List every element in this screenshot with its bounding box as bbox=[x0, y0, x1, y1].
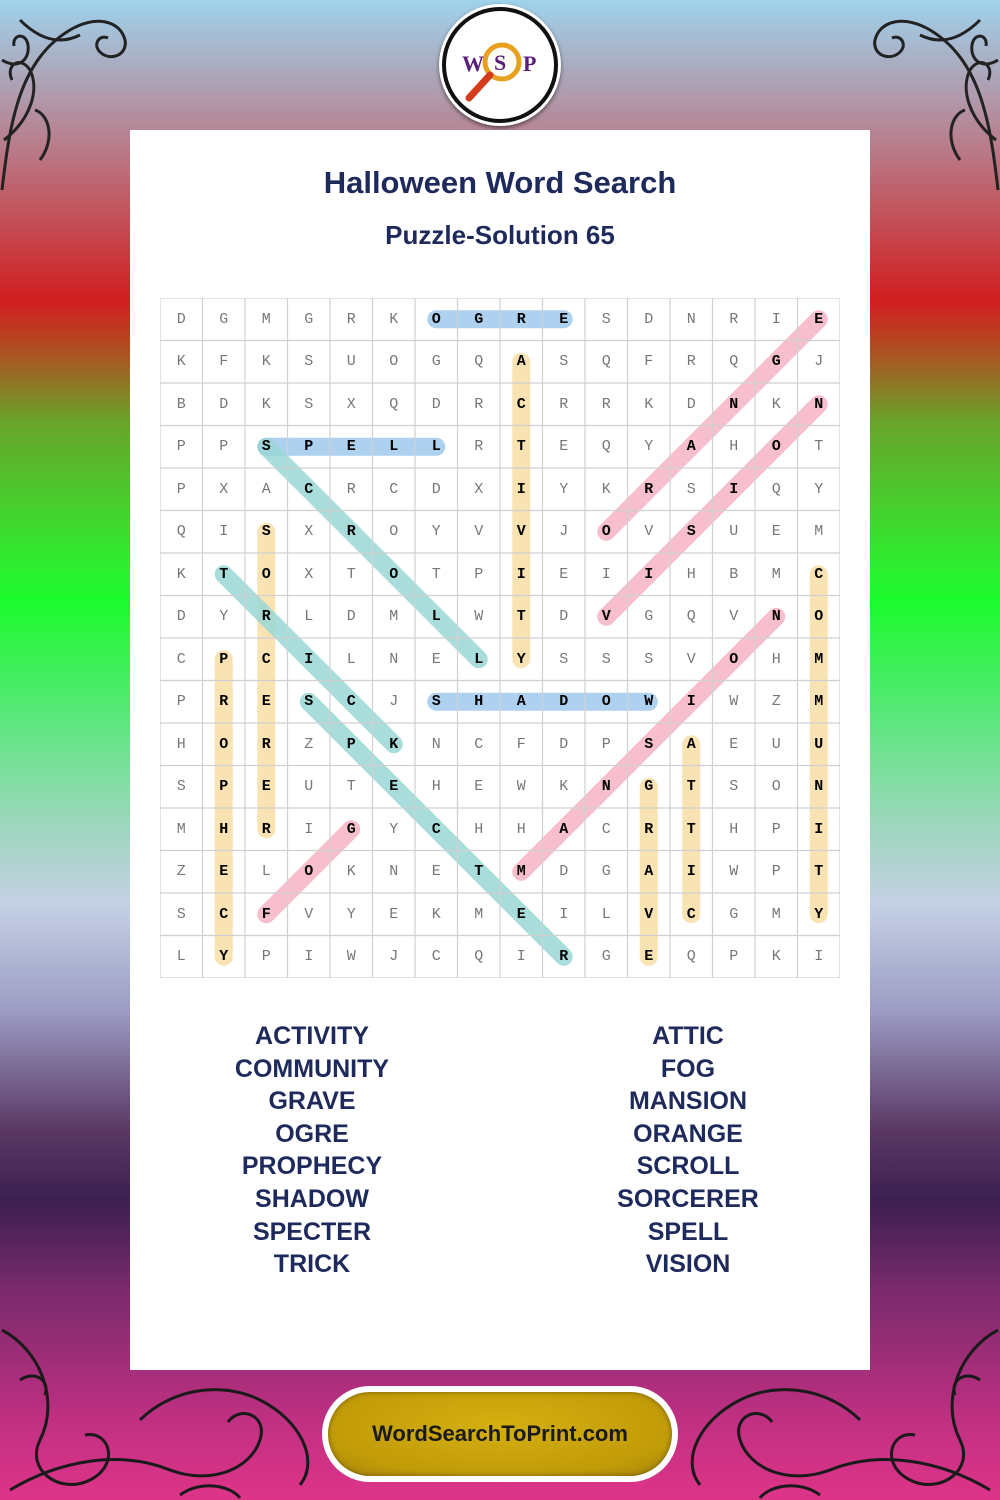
grid-cell[interactable]: P bbox=[729, 948, 739, 966]
grid-cell[interactable]: S bbox=[559, 353, 569, 371]
grid-cell[interactable]: S bbox=[431, 693, 441, 711]
grid-cell[interactable]: M bbox=[516, 863, 526, 881]
grid-cell[interactable]: R bbox=[346, 523, 356, 541]
grid-cell[interactable]: P bbox=[176, 480, 186, 498]
grid-cell[interactable]: Y bbox=[559, 480, 569, 498]
grid-cell[interactable]: K bbox=[261, 395, 271, 413]
grid-cell[interactable]: Q bbox=[686, 948, 696, 966]
grid-cell[interactable]: N bbox=[771, 608, 781, 626]
grid-cell[interactable]: S bbox=[601, 650, 611, 668]
grid-cell[interactable]: L bbox=[389, 438, 399, 456]
grid-cell[interactable]: S bbox=[304, 353, 314, 371]
grid-cell[interactable]: D bbox=[431, 395, 441, 413]
grid-cell[interactable]: H bbox=[474, 693, 484, 711]
grid-cell[interactable]: Y bbox=[346, 905, 356, 923]
grid-cell[interactable]: Z bbox=[771, 693, 781, 711]
grid-cell[interactable]: S bbox=[644, 650, 654, 668]
grid-cell[interactable]: V bbox=[729, 608, 739, 626]
grid-cell[interactable]: H bbox=[474, 820, 484, 838]
grid-cell[interactable]: T bbox=[431, 565, 441, 583]
site-link-label: WordSearchToPrint.com bbox=[328, 1392, 672, 1476]
grid-cell[interactable]: D bbox=[346, 608, 356, 626]
corner-flourish-top-left bbox=[0, 0, 130, 200]
grid-cell[interactable]: D bbox=[431, 480, 441, 498]
grid-cell[interactable]: F bbox=[644, 353, 654, 371]
logo-letter-p: P bbox=[523, 51, 537, 76]
grid-cell[interactable]: A bbox=[261, 480, 271, 498]
grid-cell[interactable]: M bbox=[771, 565, 781, 583]
grid-cell[interactable]: I bbox=[771, 310, 781, 328]
grid-cell[interactable]: I bbox=[304, 948, 314, 966]
word-list-item: VISION bbox=[645, 1250, 731, 1279]
grid-cell[interactable]: P bbox=[771, 863, 781, 881]
word-list-item: OGRE bbox=[275, 1119, 349, 1148]
word-list-item: ATTIC bbox=[652, 1022, 724, 1050]
grid-cell[interactable]: C bbox=[686, 905, 696, 923]
grid-cell[interactable]: C bbox=[431, 820, 441, 838]
grid-cell[interactable]: O bbox=[601, 523, 611, 541]
site-link-button[interactable] bbox=[322, 1386, 678, 1482]
grid-cell[interactable]: K bbox=[346, 863, 356, 881]
grid-cell[interactable]: R bbox=[601, 395, 611, 413]
grid-cell[interactable]: P bbox=[474, 565, 484, 583]
grid-cell[interactable]: T bbox=[686, 778, 696, 796]
grid-cell[interactable]: C bbox=[346, 693, 356, 711]
grid-cell[interactable]: L bbox=[474, 650, 484, 668]
grid-cell[interactable]: N bbox=[814, 778, 824, 796]
grid-cell[interactable]: N bbox=[389, 650, 399, 668]
corner-flourish-top-right bbox=[870, 0, 1000, 200]
grid-cell[interactable]: D bbox=[559, 863, 569, 881]
grid-cell[interactable]: E bbox=[431, 863, 441, 881]
grid-cell[interactable]: M bbox=[771, 905, 781, 923]
grid-cell[interactable]: E bbox=[474, 778, 484, 796]
grid-cell[interactable]: E bbox=[261, 778, 271, 796]
grid-cell[interactable]: E bbox=[219, 863, 229, 881]
grid-cell[interactable]: P bbox=[219, 438, 229, 456]
grid-cell[interactable]: A bbox=[516, 693, 526, 711]
grid-cell[interactable]: U bbox=[346, 353, 356, 371]
grid-cell[interactable]: O bbox=[601, 693, 611, 711]
grid-cell[interactable]: Q bbox=[771, 480, 781, 498]
word-list-item: PROPHECY bbox=[241, 1152, 383, 1181]
grid-cell[interactable]: M bbox=[814, 650, 824, 668]
grid-cell[interactable]: I bbox=[516, 480, 526, 498]
grid-cell[interactable]: I bbox=[644, 565, 654, 583]
grid-cell[interactable]: T bbox=[814, 438, 824, 456]
grid-cell[interactable]: M bbox=[176, 820, 186, 838]
grid-cell[interactable]: S bbox=[644, 735, 654, 753]
grid-cell[interactable]: P bbox=[346, 735, 356, 753]
grid-cell[interactable]: R bbox=[261, 608, 271, 626]
grid-cell[interactable]: U bbox=[729, 523, 739, 541]
grid-cell[interactable]: A bbox=[644, 863, 654, 881]
grid-cell[interactable]: L bbox=[431, 438, 441, 456]
page-subtitle: Puzzle-Solution 65 bbox=[385, 220, 615, 250]
grid-cell[interactable]: E bbox=[346, 438, 356, 456]
grid-cell[interactable]: S bbox=[304, 395, 314, 413]
grid-cell[interactable]: H bbox=[729, 820, 739, 838]
page-title: Halloween Word Search bbox=[323, 165, 677, 200]
grid-cell[interactable]: E bbox=[729, 735, 739, 753]
grid-cell[interactable]: G bbox=[474, 310, 484, 328]
grid-cell[interactable]: R bbox=[474, 438, 484, 456]
grid-cell[interactable]: Q bbox=[474, 353, 484, 371]
grid-cell[interactable]: K bbox=[601, 480, 611, 498]
grid-cell[interactable]: I bbox=[516, 565, 526, 583]
grid-cell[interactable]: S bbox=[559, 650, 569, 668]
grid-cell[interactable]: A bbox=[686, 735, 696, 753]
grid-cell[interactable]: O bbox=[729, 650, 739, 668]
grid-cell[interactable]: R bbox=[516, 310, 526, 328]
grid-cell[interactable]: H bbox=[686, 565, 696, 583]
grid-cell[interactable]: V bbox=[304, 905, 314, 923]
grid-cell[interactable]: T bbox=[474, 863, 484, 881]
grid-cell[interactable]: G bbox=[346, 820, 356, 838]
grid-cell[interactable]: E bbox=[431, 650, 441, 668]
grid-cell[interactable]: E bbox=[559, 310, 569, 328]
grid-cell[interactable]: E bbox=[559, 565, 569, 583]
grid-cell[interactable]: Q bbox=[601, 438, 611, 456]
grid-cell[interactable]: T bbox=[219, 565, 229, 583]
grid-cell[interactable]: O bbox=[304, 863, 314, 881]
grid-cell[interactable]: S bbox=[729, 778, 739, 796]
word-list-item: SPELL bbox=[647, 1217, 729, 1246]
grid-cell[interactable]: K bbox=[389, 310, 399, 328]
grid-cell[interactable]: C bbox=[219, 905, 229, 923]
grid-cell[interactable]: S bbox=[176, 905, 186, 923]
grid-cell[interactable]: E bbox=[814, 310, 824, 328]
grid-cell[interactable]: I bbox=[304, 650, 314, 668]
grid-cell[interactable]: C bbox=[304, 480, 314, 498]
grid-cell[interactable]: Q bbox=[686, 608, 696, 626]
grid-cell[interactable]: F bbox=[261, 905, 271, 923]
grid-cell[interactable]: Y bbox=[644, 438, 654, 456]
grid-cell[interactable]: K bbox=[559, 778, 569, 796]
grid-cell[interactable]: E bbox=[771, 523, 781, 541]
grid-cell[interactable]: U bbox=[304, 778, 314, 796]
grid-cell[interactable]: M bbox=[474, 905, 484, 923]
grid-cell[interactable]: G bbox=[644, 608, 654, 626]
grid-cell[interactable]: W bbox=[346, 948, 356, 966]
grid-cell[interactable]: W bbox=[729, 693, 739, 711]
grid-cell[interactable]: U bbox=[814, 735, 824, 753]
grid-cell[interactable]: Q bbox=[729, 353, 739, 371]
grid-cell[interactable]: R bbox=[261, 820, 271, 838]
magnifier-icon bbox=[439, 4, 561, 126]
word-list-item: TRICK bbox=[273, 1250, 351, 1279]
grid-cell[interactable]: K bbox=[389, 735, 399, 753]
grid-cell[interactable]: O bbox=[389, 565, 399, 583]
grid-cell[interactable]: X bbox=[346, 395, 356, 413]
grid-cell[interactable]: Q bbox=[176, 523, 186, 541]
grid-cell[interactable]: P bbox=[771, 820, 781, 838]
grid-cell[interactable]: K bbox=[176, 353, 186, 371]
grid-cell[interactable]: G bbox=[304, 310, 314, 328]
grid-cell[interactable]: R bbox=[219, 693, 229, 711]
grid-cell[interactable]: D bbox=[559, 735, 569, 753]
grid-cell[interactable]: O bbox=[389, 523, 399, 541]
grid-cell[interactable]: Z bbox=[176, 863, 186, 881]
grid-cell[interactable]: C bbox=[474, 735, 484, 753]
grid-cell[interactable]: E bbox=[261, 693, 271, 711]
grid-cell[interactable]: Y bbox=[219, 948, 229, 966]
grid-cell[interactable]: D bbox=[219, 395, 229, 413]
word-list-item: SCROLL bbox=[636, 1152, 740, 1181]
grid-cell[interactable]: S bbox=[601, 310, 611, 328]
grid-cell[interactable]: I bbox=[304, 820, 314, 838]
grid-cell[interactable]: I bbox=[601, 565, 611, 583]
grid-cell[interactable]: Q bbox=[389, 395, 399, 413]
word-list-item: SPECTER bbox=[252, 1217, 372, 1246]
grid-cell[interactable]: G bbox=[771, 353, 781, 371]
grid-cell[interactable]: O bbox=[771, 438, 781, 456]
grid-cell[interactable]: Y bbox=[814, 480, 824, 498]
grid-cell[interactable]: N bbox=[686, 310, 696, 328]
grid-cell[interactable]: W bbox=[516, 778, 526, 796]
grid-cell[interactable]: X bbox=[474, 480, 484, 498]
grid-cell[interactable]: S bbox=[686, 523, 696, 541]
word-list-item: SHADOW bbox=[255, 1184, 369, 1213]
grid-cell[interactable]: M bbox=[814, 523, 824, 541]
grid-cell[interactable]: I bbox=[814, 948, 824, 966]
grid-cell[interactable]: C bbox=[431, 948, 441, 966]
grid-cell[interactable]: I bbox=[729, 480, 739, 498]
grid-cell[interactable]: N bbox=[389, 863, 399, 881]
grid-cell[interactable]: S bbox=[686, 480, 696, 498]
grid-cell[interactable]: N bbox=[431, 735, 441, 753]
grid-cell[interactable]: C bbox=[814, 565, 824, 583]
grid-cell[interactable]: M bbox=[814, 693, 824, 711]
grid-cell[interactable]: B bbox=[729, 565, 739, 583]
grid-cell[interactable]: T bbox=[814, 863, 824, 881]
grid-cell[interactable]: X bbox=[304, 565, 314, 583]
grid-cell[interactable]: C bbox=[389, 480, 399, 498]
grid-cell[interactable]: I bbox=[559, 905, 569, 923]
grid-cell[interactable]: H bbox=[176, 735, 186, 753]
grid-cell[interactable]: Y bbox=[219, 608, 229, 626]
grid-cell[interactable]: Q bbox=[601, 353, 611, 371]
grid-cell[interactable]: P bbox=[601, 735, 611, 753]
grid-cell[interactable]: X bbox=[219, 480, 229, 498]
word-list-item: MANSION bbox=[628, 1087, 748, 1116]
grid-cell[interactable]: H bbox=[219, 820, 229, 838]
grid-cell[interactable]: L bbox=[346, 650, 356, 668]
grid-cell[interactable]: J bbox=[559, 523, 569, 541]
grid-cell[interactable]: R bbox=[686, 353, 696, 371]
grid-cell[interactable]: V bbox=[516, 523, 526, 541]
grid-cell[interactable]: E bbox=[389, 778, 399, 796]
word-search-grid bbox=[160, 298, 840, 978]
grid-cell[interactable]: P bbox=[176, 693, 186, 711]
grid-cell[interactable]: O bbox=[389, 353, 399, 371]
grid-cell[interactable]: H bbox=[729, 438, 739, 456]
grid-cell[interactable]: J bbox=[389, 693, 399, 711]
grid-cell[interactable]: K bbox=[431, 905, 441, 923]
logo-letter-s: S bbox=[494, 50, 507, 75]
grid-cell[interactable]: A bbox=[516, 353, 526, 371]
grid-cell[interactable]: T bbox=[516, 608, 526, 626]
grid-cell[interactable]: L bbox=[601, 905, 611, 923]
grid-cell[interactable]: V bbox=[601, 608, 611, 626]
grid-cell[interactable]: I bbox=[686, 863, 696, 881]
grid-cell[interactable]: G bbox=[219, 310, 229, 328]
grid-cell[interactable]: K bbox=[644, 395, 654, 413]
grid-cell[interactable]: L bbox=[304, 608, 314, 626]
grid-cell[interactable]: E bbox=[559, 438, 569, 456]
grid-cell[interactable]: B bbox=[176, 395, 186, 413]
grid-cell[interactable]: F bbox=[219, 353, 229, 371]
grid-cell[interactable]: P bbox=[176, 438, 186, 456]
grid-cell[interactable]: I bbox=[686, 693, 696, 711]
grid-cell[interactable]: C bbox=[261, 650, 271, 668]
grid-cell[interactable]: W bbox=[644, 693, 654, 711]
word-list-item: ACTIVITY bbox=[255, 1022, 369, 1050]
grid-cell[interactable]: A bbox=[686, 438, 696, 456]
grid-cell[interactable]: R bbox=[559, 395, 569, 413]
grid-cell[interactable]: I bbox=[814, 820, 824, 838]
grid-cell[interactable]: K bbox=[176, 565, 186, 583]
grid-cell[interactable]: R bbox=[644, 820, 654, 838]
grid-cell[interactable]: G bbox=[431, 353, 441, 371]
grid-cell[interactable]: C bbox=[601, 820, 611, 838]
grid-cell[interactable]: P bbox=[261, 948, 271, 966]
grid-cell[interactable]: D bbox=[686, 395, 696, 413]
grid-cell[interactable]: R bbox=[644, 480, 654, 498]
grid-cell[interactable]: K bbox=[261, 353, 271, 371]
grid-cell[interactable]: D bbox=[176, 310, 186, 328]
grid-cell[interactable]: H bbox=[771, 650, 781, 668]
grid-cell[interactable]: G bbox=[644, 778, 654, 796]
grid-cell[interactable]: M bbox=[261, 310, 271, 328]
grid-cell[interactable]: T bbox=[516, 438, 526, 456]
word-list-item: FOG bbox=[660, 1054, 716, 1083]
grid-cell[interactable]: S bbox=[261, 523, 271, 541]
word-list-left bbox=[192, 1020, 432, 1281]
grid-cell[interactable]: A bbox=[559, 820, 569, 838]
grid-cell[interactable]: V bbox=[686, 650, 696, 668]
grid-cell[interactable]: O bbox=[814, 608, 824, 626]
grid-cell[interactable]: D bbox=[644, 310, 654, 328]
grid-cell[interactable]: E bbox=[389, 905, 399, 923]
grid-cell[interactable]: R bbox=[261, 735, 271, 753]
grid-cell[interactable]: Y bbox=[431, 523, 441, 541]
grid-cell[interactable]: W bbox=[474, 608, 484, 626]
grid-cell[interactable]: T bbox=[346, 565, 356, 583]
grid-cell[interactable]: O bbox=[261, 565, 271, 583]
word-list-right bbox=[568, 1020, 808, 1281]
grid-cell[interactable]: D bbox=[176, 608, 186, 626]
grid-cell[interactable]: Z bbox=[304, 735, 314, 753]
grid-cell[interactable]: V bbox=[644, 523, 654, 541]
grid-cell[interactable]: S bbox=[261, 438, 271, 456]
grid-cell[interactable]: S bbox=[176, 778, 186, 796]
grid-cell[interactable]: G bbox=[601, 948, 611, 966]
grid-cell[interactable]: J bbox=[389, 948, 399, 966]
grid-cell[interactable]: N bbox=[814, 395, 824, 413]
grid-cell[interactable]: O bbox=[431, 310, 441, 328]
grid-cell[interactable]: W bbox=[729, 863, 739, 881]
wsp-logo[interactable] bbox=[439, 4, 561, 126]
grid-cell[interactable]: O bbox=[219, 735, 229, 753]
grid-cell[interactable]: U bbox=[771, 735, 781, 753]
grid-cell[interactable]: H bbox=[431, 778, 441, 796]
puzzle-card bbox=[130, 130, 870, 1370]
grid-cell[interactable]: X bbox=[304, 523, 314, 541]
grid-cell[interactable]: D bbox=[559, 693, 569, 711]
grid-cell[interactable]: G bbox=[729, 905, 739, 923]
grid-cell[interactable]: Y bbox=[389, 820, 399, 838]
grid-cell[interactable]: R bbox=[474, 395, 484, 413]
word-list-item: ORANGE bbox=[633, 1119, 743, 1148]
logo-letter-w: W bbox=[462, 51, 484, 76]
grid-cell[interactable]: I bbox=[219, 523, 229, 541]
grid-cell[interactable]: P bbox=[304, 438, 314, 456]
grid-cell[interactable]: K bbox=[771, 948, 781, 966]
grid-cell[interactable]: V bbox=[644, 905, 654, 923]
grid-cell[interactable]: C bbox=[516, 395, 526, 413]
grid-cell[interactable]: D bbox=[559, 608, 569, 626]
grid-cell[interactable]: P bbox=[219, 778, 229, 796]
grid-cell[interactable]: R bbox=[346, 480, 356, 498]
word-list-item: COMMUNITY bbox=[234, 1054, 390, 1083]
grid-cell[interactable]: L bbox=[261, 863, 271, 881]
grid-cell[interactable]: G bbox=[601, 863, 611, 881]
grid-cell[interactable]: S bbox=[304, 693, 314, 711]
grid-cell[interactable]: R bbox=[729, 310, 739, 328]
grid-cell[interactable]: Q bbox=[474, 948, 484, 966]
grid-cell[interactable]: L bbox=[176, 948, 186, 966]
grid-cell[interactable]: R bbox=[559, 948, 569, 966]
grid-cell[interactable]: C bbox=[176, 650, 186, 668]
grid-cell[interactable]: E bbox=[516, 905, 526, 923]
grid-cell[interactable]: L bbox=[431, 608, 441, 626]
word-list-item: GRAVE bbox=[268, 1087, 356, 1116]
grid-cell[interactable]: N bbox=[729, 395, 739, 413]
grid-cell[interactable]: O bbox=[771, 778, 781, 796]
grid-cell[interactable]: Y bbox=[814, 905, 824, 923]
grid-cell[interactable]: K bbox=[771, 395, 781, 413]
grid-cell[interactable]: H bbox=[516, 820, 526, 838]
grid-cell[interactable]: R bbox=[346, 310, 356, 328]
grid-cell[interactable]: P bbox=[219, 650, 229, 668]
grid-cell[interactable]: E bbox=[644, 948, 654, 966]
grid-cell[interactable]: T bbox=[346, 778, 356, 796]
grid-cell[interactable]: V bbox=[474, 523, 484, 541]
grid-cell[interactable]: T bbox=[686, 820, 696, 838]
word-list-item: SORCERER bbox=[617, 1184, 759, 1213]
grid-cell[interactable]: Y bbox=[516, 650, 526, 668]
grid-cell[interactable]: M bbox=[389, 608, 399, 626]
grid-cell[interactable]: I bbox=[516, 948, 526, 966]
grid-cell[interactable]: F bbox=[516, 735, 526, 753]
grid-cell[interactable]: J bbox=[814, 353, 824, 371]
grid-cell[interactable]: N bbox=[601, 778, 611, 796]
